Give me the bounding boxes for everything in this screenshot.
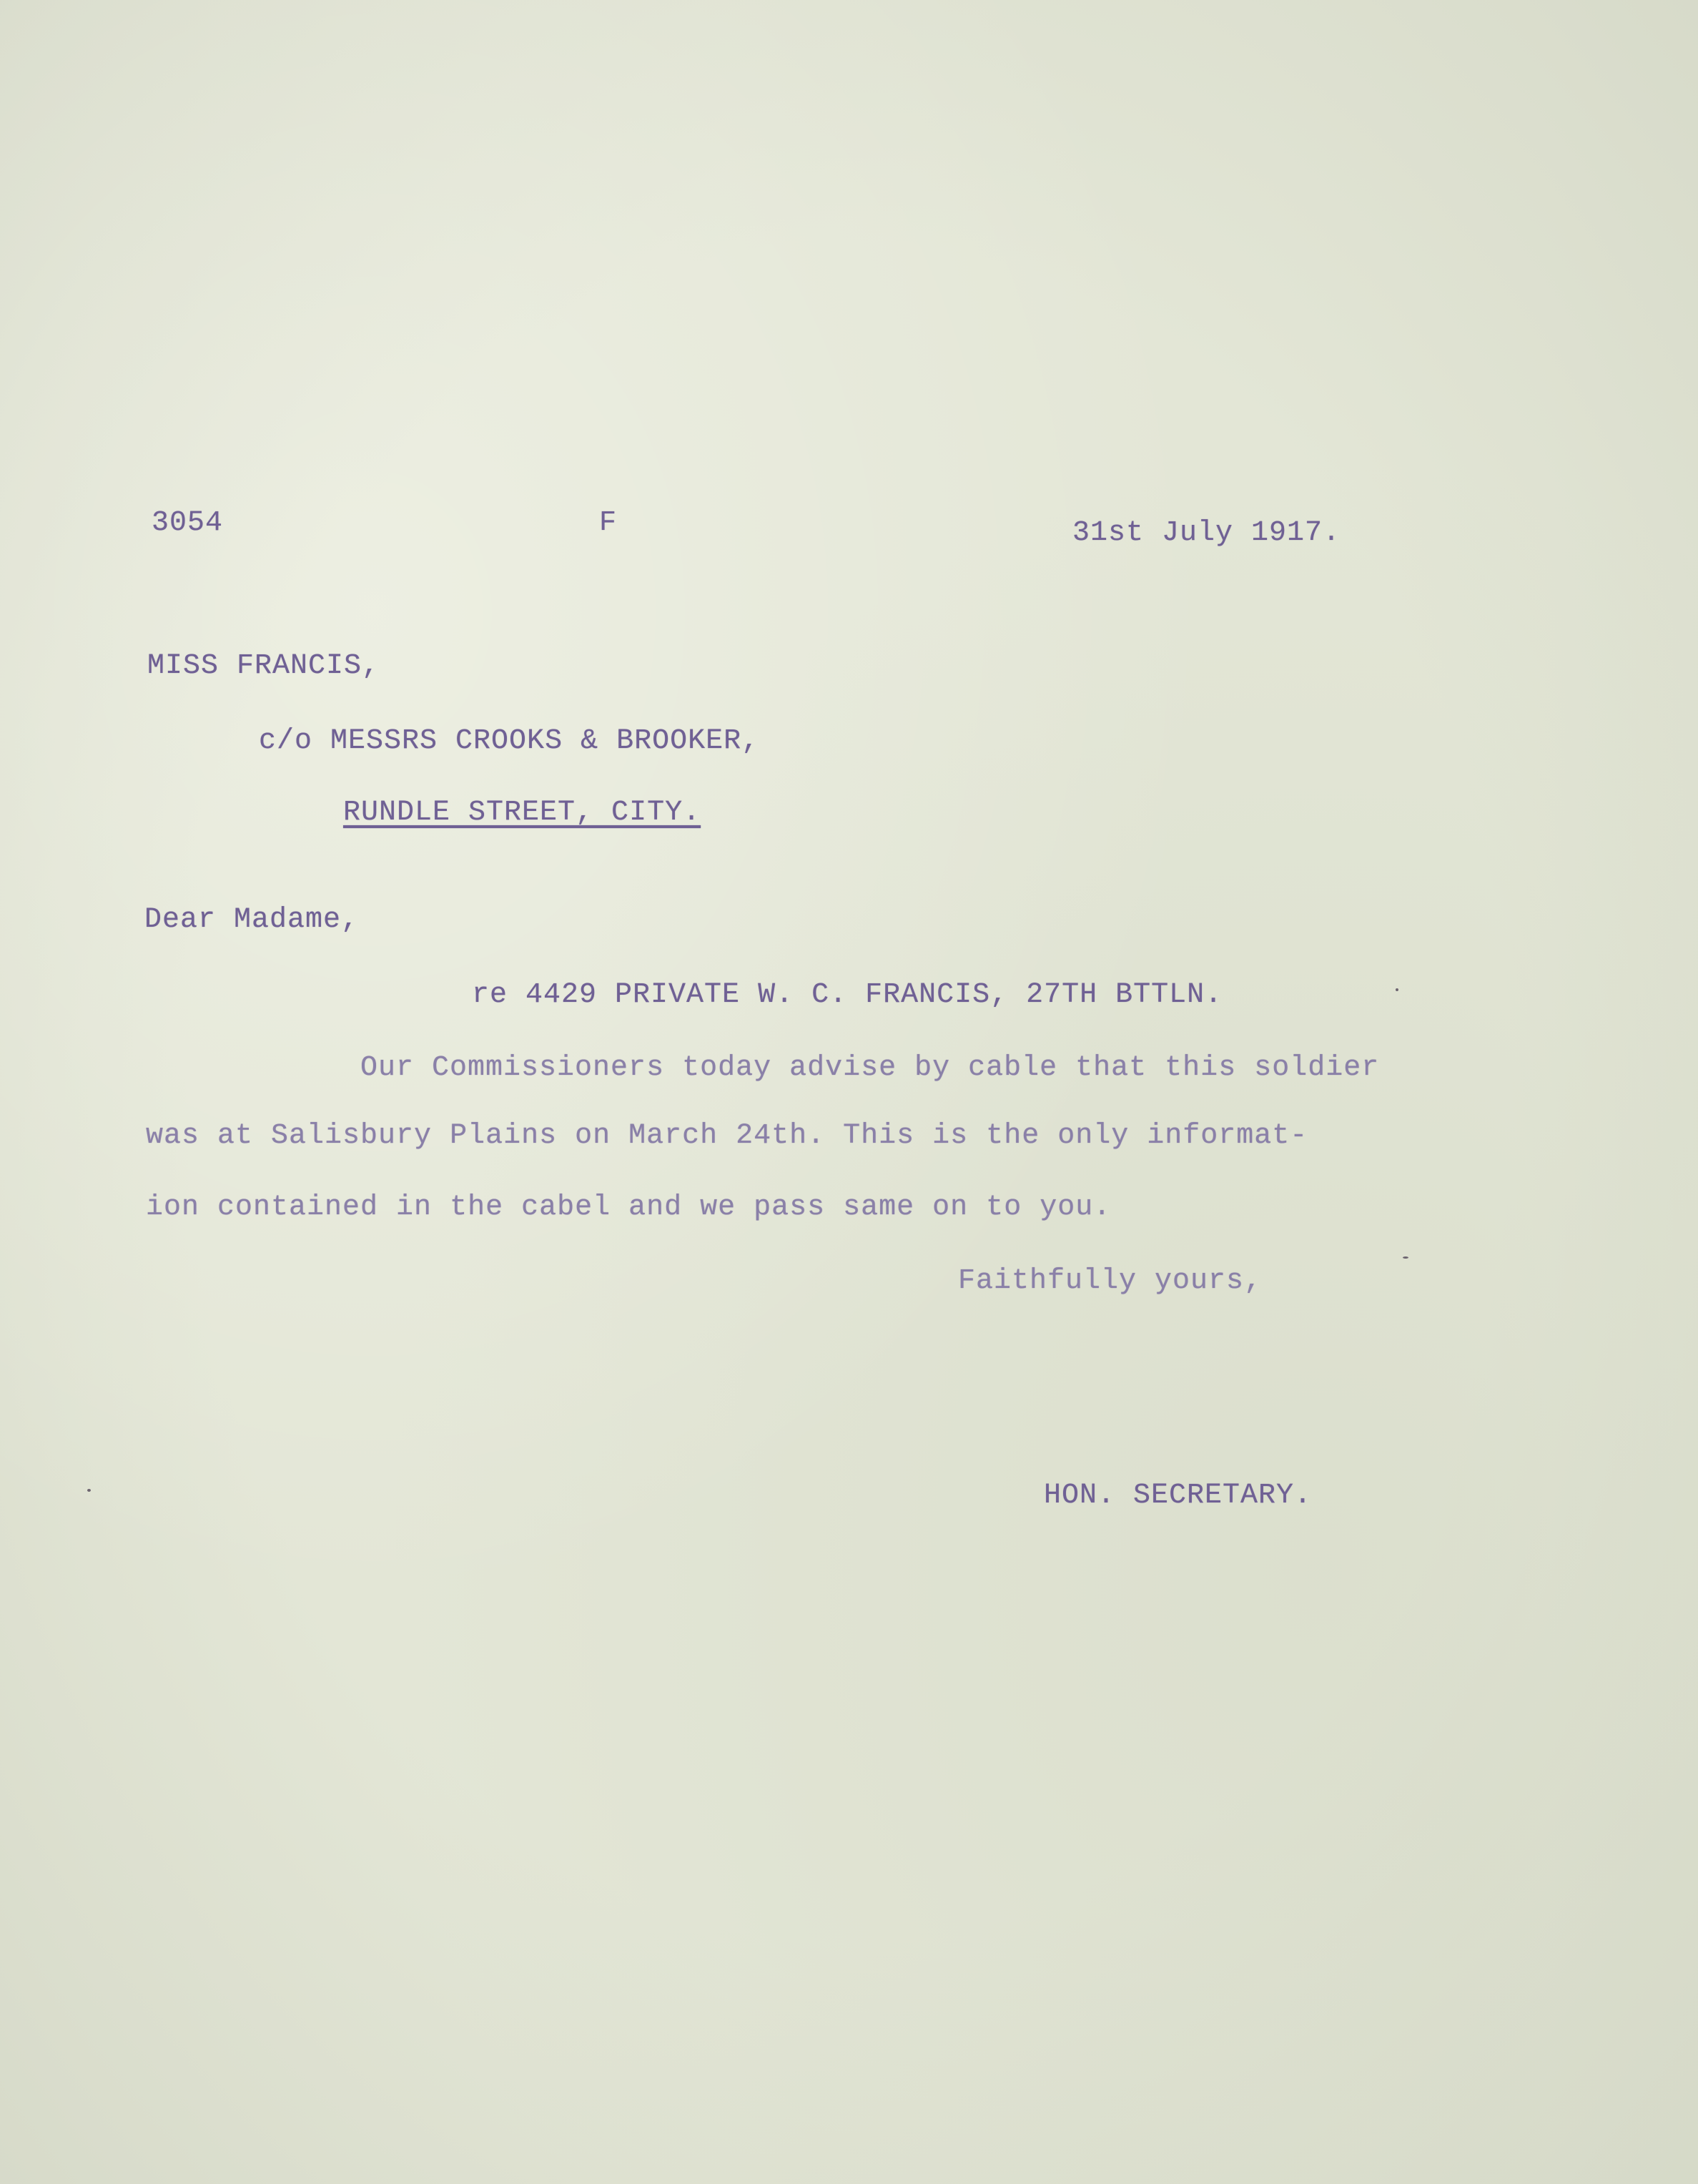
- paper-speck: [1403, 1256, 1408, 1259]
- closing: Faithfully yours,: [958, 1265, 1263, 1297]
- letter-date: 31st July 1917.: [1072, 517, 1341, 549]
- subject-line: re 4429 PRIVATE W. C. FRANCIS, 27TH BTTLN.: [472, 979, 1223, 1011]
- paper-speck: [87, 1489, 91, 1492]
- recipient-address: RUNDLE STREET, CITY.: [343, 797, 701, 829]
- body-line-3: ion contained in the cabel and we pass same on to you.: [146, 1191, 1112, 1224]
- recipient-name: MISS FRANCIS,: [147, 650, 380, 682]
- body-line-1: Our Commissioners today advise by cable that this soldier: [360, 1052, 1380, 1084]
- salutation: Dear Madame,: [144, 904, 360, 936]
- file-letter: F: [599, 507, 618, 539]
- recipient-care-of: c/o MESSRS CROOKS & BROOKER,: [259, 725, 760, 757]
- paper-speck: [1396, 988, 1398, 991]
- reference-number: 3054: [152, 507, 224, 539]
- body-line-2: was at Salisbury Plains on March 24th. This is the only informat-: [146, 1120, 1308, 1152]
- signature-title: HON. SECRETARY.: [1044, 1480, 1313, 1512]
